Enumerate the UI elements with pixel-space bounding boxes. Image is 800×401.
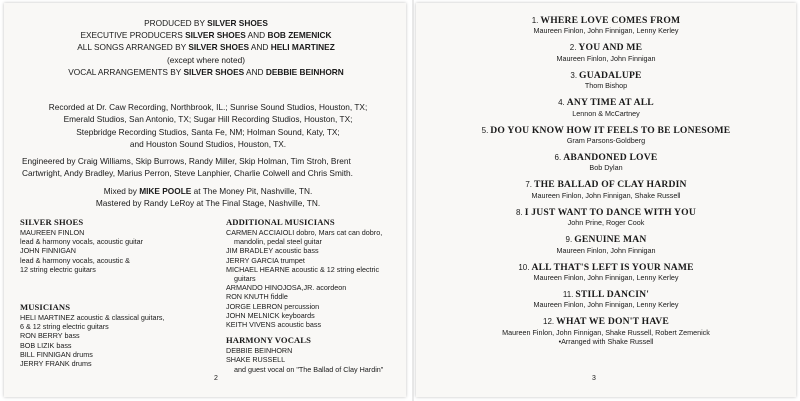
track-title: ANY TIME AT ALL xyxy=(566,97,654,109)
credit-text: (except where noted) xyxy=(167,54,245,65)
track-title: I JUST WANT TO DANCE WITH YOU xyxy=(524,206,696,218)
track-number: 4. xyxy=(558,98,565,108)
musician-line: JOHN MELNICK keyboards xyxy=(226,310,315,320)
track-title: ALL THAT'S LEFT IS YOUR NAME xyxy=(531,261,694,273)
track-arrangement-note: •Arranged with Shake Russell xyxy=(558,337,654,347)
credit-text: ALL SONGS ARRANGED BY xyxy=(77,42,189,53)
track-writers: Maureen Finlon, John Finnigan, Lenny Kerley xyxy=(533,273,679,283)
track-item xyxy=(416,125,796,146)
musician-line: RON KNUTH fiddle xyxy=(226,292,288,302)
mixed-text: at The Money Pit, Nashville, TN. xyxy=(191,186,313,196)
credits-page xyxy=(4,3,406,397)
recording-locations xyxy=(18,101,398,151)
mastered-line: Mastered by Randy LeRoy at The Final Stage, Nashville, TN. xyxy=(95,198,321,209)
additional-column xyxy=(226,217,404,374)
track-title: DO YOU KNOW HOW IT FEELS TO BE LONESOME xyxy=(490,124,731,136)
track-title: WHERE LOVE COMES FROM xyxy=(540,15,681,26)
musician-line: JERRY GARCIA trumpet xyxy=(226,255,305,265)
engineer-credits xyxy=(22,155,396,180)
track-title: THE BALLAD OF CLAY HARDIN xyxy=(534,179,687,191)
harmony-vocals-heading: HARMONY VOCALS xyxy=(226,335,312,346)
track-writers: Lennon & McCartney xyxy=(572,108,640,118)
production-credits xyxy=(14,17,398,78)
credit-text: AND xyxy=(245,30,268,41)
track-title: STILL DANCIN' xyxy=(575,289,650,301)
credit-name: SILVER SHOES xyxy=(188,42,250,53)
member-name: MAUREEN FINLON xyxy=(20,228,85,237)
vocalist-line: and guest vocal on "The Ballad of Clay Hardin" xyxy=(234,364,384,374)
recorded-line: Emerald Studios, San Antonio, TX; Sugar Hill Recording Studios, Houston, TX; xyxy=(63,114,353,125)
credit-name: DEBBIE BEINHORN xyxy=(265,66,344,77)
track-writers: Maureen Finlon, John Finnigan xyxy=(556,53,656,63)
track-number: 12. xyxy=(543,317,555,327)
credit-line-executive xyxy=(14,29,398,41)
page-number-right: 3 xyxy=(592,375,596,382)
musician-line: mandolin, pedal steel guitar xyxy=(234,237,322,247)
credit-line-note xyxy=(14,54,398,66)
engineered-line: Cartwright, Andy Bradley, Marius Perron, Steve Lanphier, Charlie Colwell and Chris Smith. xyxy=(22,168,353,179)
musician-line: ARMANDO HINOJOSA,JR. acordeon xyxy=(226,283,347,293)
track-number: 1. xyxy=(531,16,539,25)
track-number: 7. xyxy=(525,180,532,190)
credit-name: HELI MARTINEZ xyxy=(270,42,335,53)
musician-line: RON BERRY bass xyxy=(20,331,80,341)
musician-line: JERRY FRANK drums xyxy=(20,359,92,369)
engineered-line: Engineered by Craig Williams, Skip Burrows, Randy Miller, Skip Holman, Tim Stroh, Brent xyxy=(22,156,351,166)
credit-line-vocal xyxy=(14,66,398,78)
track-number: 5. xyxy=(481,125,489,135)
credit-text: AND xyxy=(244,66,266,77)
credit-text: VOCAL ARRANGEMENTS BY xyxy=(68,66,184,77)
credit-text: PRODUCED BY xyxy=(144,18,208,28)
musicians-heading: MUSICIANS xyxy=(20,302,71,313)
mixing-mastering-credits xyxy=(18,185,398,210)
musician-line: HELI MARTINEZ acoustic & classical guitars, xyxy=(20,313,165,323)
additional-musicians-heading: ADDITIONAL MUSICIANS xyxy=(226,217,335,227)
track-title: GENUINE MAN xyxy=(574,234,647,246)
musician-line: 6 & 12 string electric guitars xyxy=(20,322,109,332)
track-list xyxy=(416,15,796,353)
credit-text: EXECUTIVE PRODUCERS xyxy=(80,30,186,41)
track-item xyxy=(416,70,796,91)
track-number: 8. xyxy=(516,207,523,217)
musician-line: guitars xyxy=(234,274,256,284)
page-number-left: 2 xyxy=(214,375,218,382)
silver-shoes-heading: SILVER SHOES xyxy=(20,217,84,227)
mixer-name: MIKE POOLE xyxy=(139,186,192,196)
musician-line: KEITH VIVENS acoustic bass xyxy=(226,320,322,330)
musician-line: BOB LIZIK bass xyxy=(20,340,72,350)
recorded-line: Stepbridge Recording Studios, Santa Fe, NM; Holman Sound, Katy, TX; xyxy=(76,126,340,137)
track-title: GUADALUPE xyxy=(579,69,642,81)
track-item xyxy=(416,42,796,63)
credit-name: BOB ZEMENICK xyxy=(267,30,332,41)
recorded-line: and Houston Sound Studios, Houston, TX. xyxy=(129,139,287,150)
track-item xyxy=(416,152,796,173)
member-name: JOHN FINNIGAN xyxy=(20,246,76,256)
track-item xyxy=(416,207,796,228)
track-number: 9. xyxy=(565,235,573,245)
vocalist-line: DEBBIE BEINHORN xyxy=(226,346,293,356)
track-number: 6. xyxy=(554,153,562,163)
member-role: lead & harmony vocals, acoustic & xyxy=(20,255,130,265)
track-writers: Maureen Finlon, John Finnigan, Shake Russell xyxy=(531,190,681,200)
track-item xyxy=(416,289,796,310)
track-writers: Maureen Finlon, John Finnigan xyxy=(556,245,656,255)
track-item xyxy=(416,234,796,255)
track-title: WHAT WE DON'T HAVE xyxy=(556,316,669,328)
track-writers: Thom Bishop xyxy=(584,81,628,91)
track-writers: John Prine, Roger Cook xyxy=(567,218,645,228)
credit-name: SILVER SHOES xyxy=(185,30,246,41)
booklet-gutter xyxy=(412,0,414,401)
vocalist-line: SHAKE RUSSELL xyxy=(226,355,286,365)
musician-line: BILL FINNIGAN drums xyxy=(20,349,93,359)
band-column xyxy=(20,217,220,368)
track-number: 2. xyxy=(569,43,577,53)
musician-line: CARMEN ACCIAIOLI dobro, Mars cat can dobro, xyxy=(226,228,383,237)
track-number: 3. xyxy=(570,70,578,80)
track-item xyxy=(416,262,796,283)
musician-line: JIM BRADLEY acoustic bass xyxy=(226,246,319,256)
track-number: 10. xyxy=(518,262,530,272)
musician-line: MICHAEL HEARNE acoustic & 12 string electric xyxy=(226,264,380,274)
track-number: 11. xyxy=(562,290,574,300)
track-title: YOU AND ME xyxy=(578,42,643,54)
track-writers: Maureen Finlon, John Finnigan, Lenny Kerley xyxy=(533,300,679,310)
mixed-line xyxy=(18,185,398,197)
member-role: 12 string electric guitars xyxy=(20,264,96,274)
mixed-text: Mixed by xyxy=(103,186,140,196)
member-role: lead & harmony vocals, acoustic guitar xyxy=(20,237,144,247)
track-item xyxy=(416,97,796,118)
track-title: ABANDONED LOVE xyxy=(563,152,658,164)
track-writers: Maureen Finlon, John Finnigan, Shake Russell, Robert Zemenick xyxy=(502,327,710,337)
credit-line-produced xyxy=(14,17,398,29)
credit-name: SILVER SHOES xyxy=(183,66,245,77)
credit-line-arranged xyxy=(14,41,398,53)
track-writers: Bob Dylan xyxy=(589,163,623,173)
track-item xyxy=(416,15,796,36)
tracklist-page xyxy=(416,3,796,397)
track-writers: Gram Parsons-Goldberg xyxy=(566,136,646,146)
track-item xyxy=(416,316,796,346)
track-item xyxy=(416,179,796,200)
track-writers: Maureen Finlon, John Finnigan, Lenny Kerley xyxy=(533,26,679,36)
musician-line: JORGE LEBRON percussion xyxy=(226,301,320,311)
credit-name: SILVER SHOES xyxy=(207,18,268,28)
recorded-line: Recorded at Dr. Caw Recording, Northbrook, IL.; Sunrise Sound Studios, Houston, TX; xyxy=(48,102,368,112)
credit-text: AND xyxy=(249,42,271,53)
